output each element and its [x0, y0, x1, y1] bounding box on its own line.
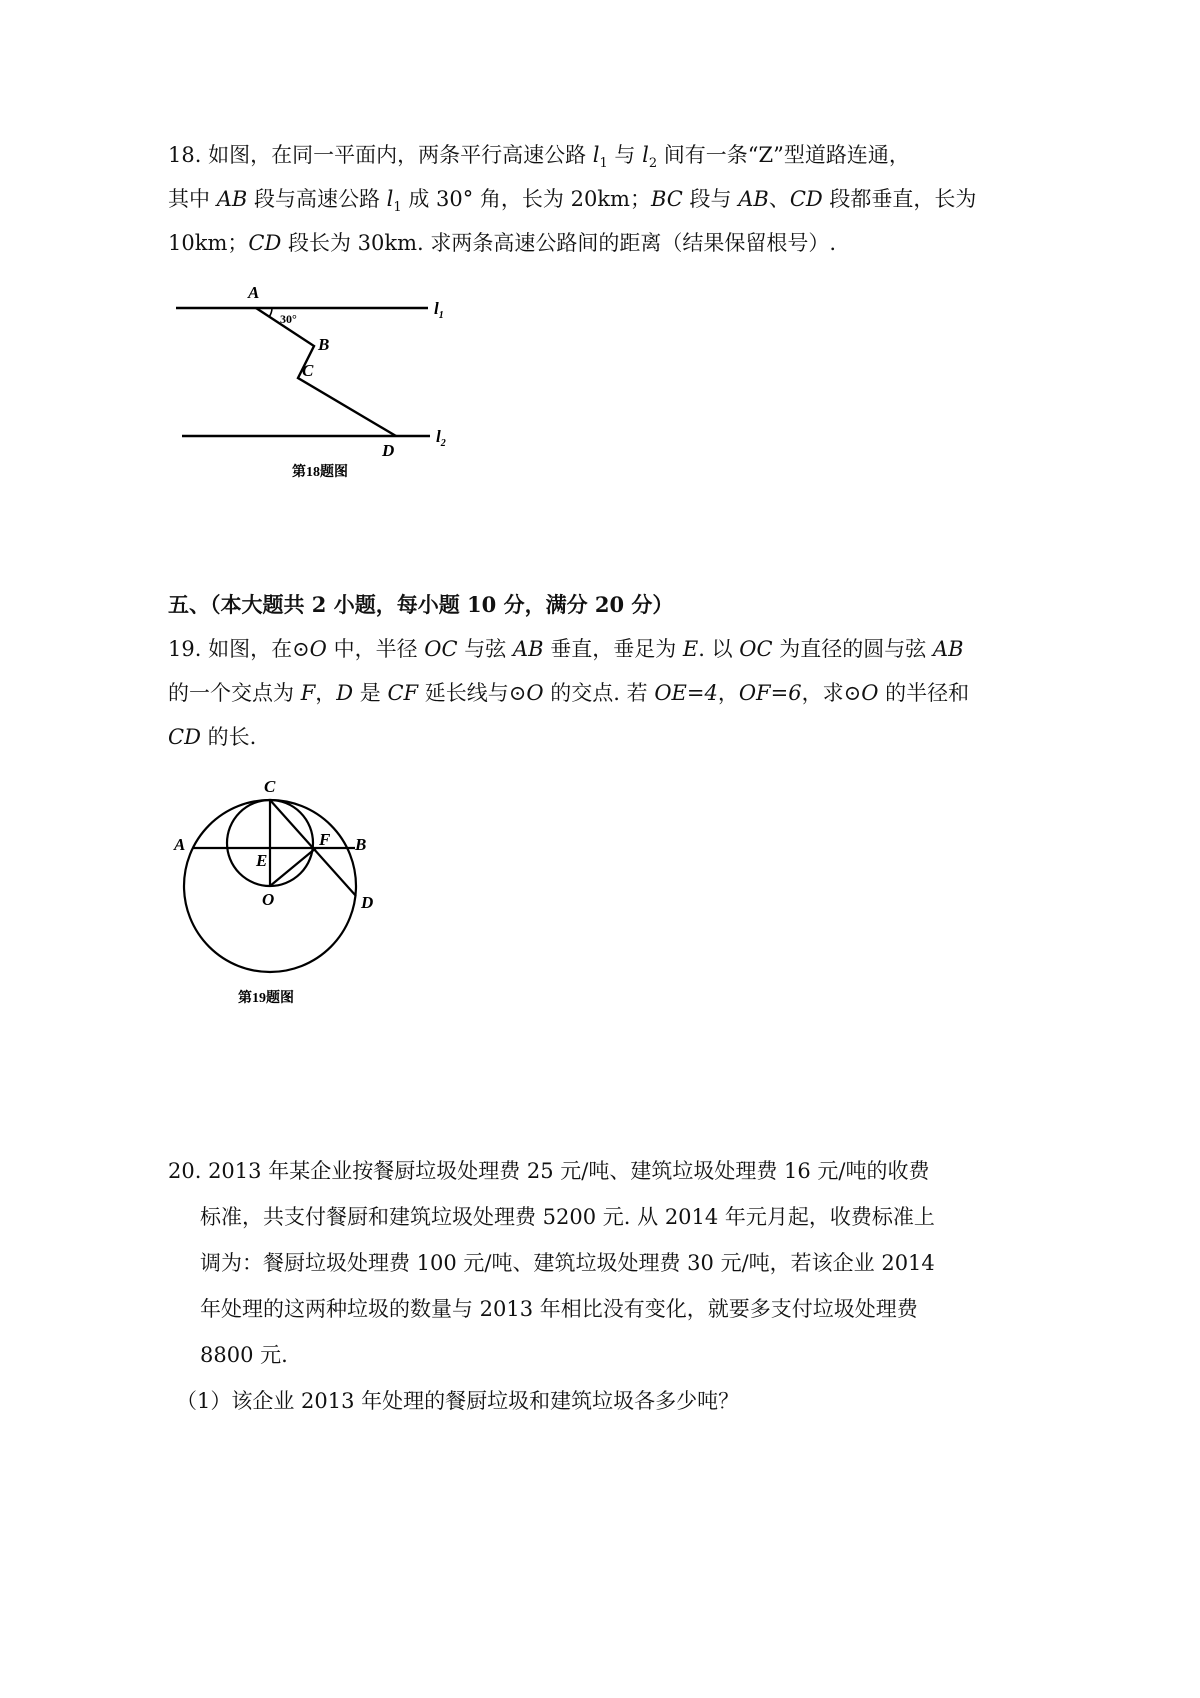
q20-sub-question-1: （1）该企业 2013 年处理的餐厨垃圾和建筑垃圾各多少吨？: [176, 1389, 740, 1413]
label-c: C: [264, 777, 276, 796]
q20-line-2: 标准，共支付餐厨和建筑垃圾处理费 5200 元. 从 2014 年元月起，收费标准上: [200, 1205, 935, 1229]
label-a: A: [174, 835, 186, 854]
figure-19: [160, 770, 400, 1020]
label-e: E: [256, 851, 268, 870]
q18-line-1: 18. 如图，在同一平面内，两条平行高速公路 $l_1$ 与 $l_2$ 间有一条“Z”型道路连通，: [168, 143, 910, 172]
q18-line-2: 其中 AB 段与高速公路 $l_1$ 成 30° 角，长为 20km；BC 段与 AB、CD 段都垂直，长为: [168, 187, 977, 216]
z-road: [256, 308, 396, 436]
angle-mark: [269, 308, 272, 317]
q19-line-1: 19. 如图，在⊙O 中，半径 OC 与弦 AB 垂直，垂足为 E. 以 OC 为直径的圆与弦 AB: [168, 637, 964, 661]
label-l1: $l_1$: [434, 299, 444, 321]
label-l2: $l_2$: [436, 427, 446, 449]
label-angle: 30°: [280, 312, 297, 326]
label-b: B: [318, 335, 330, 354]
label-c: C: [302, 361, 314, 380]
q20-line-5: 8800 元.: [200, 1343, 288, 1367]
figure-18-caption: 第18题图: [292, 465, 348, 480]
q20-line-3: 调为：餐厨垃圾处理费 100 元/吨、建筑垃圾处理费 30 元/吨，若该企业 2014: [200, 1251, 935, 1275]
q20-line-1: 20. 2013 年某企业按餐厨垃圾处理费 25 元/吨、建筑垃圾处理费 16 元/吨的收费: [168, 1159, 930, 1183]
q20-line-4: 年处理的这两种垃圾的数量与 2013 年相比没有变化，就要多支付垃圾处理费: [200, 1297, 918, 1321]
q18-line-3: 10km；CD 段长为 30km. 求两条高速公路间的距离（结果保留根号）.: [168, 231, 837, 255]
label-a: A: [248, 283, 260, 302]
label-d: D: [361, 893, 374, 912]
label-o: O: [262, 890, 275, 909]
q19-line-2: 的一个交点为 F，D 是 CF 延长线与⊙O 的交点. 若 OE=4，OF=6，求⊙O 的半径和: [168, 681, 970, 705]
label-f: F: [319, 830, 331, 849]
figure-19-caption: 第19题图: [238, 991, 294, 1006]
q19-line-3: CD 的长.: [168, 725, 257, 749]
section-heading: 五、（本大题共 2 小题，每小题 10 分，满分 20 分）: [168, 592, 674, 617]
label-b: B: [355, 835, 367, 854]
label-d: D: [382, 441, 395, 460]
figure-18: [160, 278, 480, 488]
